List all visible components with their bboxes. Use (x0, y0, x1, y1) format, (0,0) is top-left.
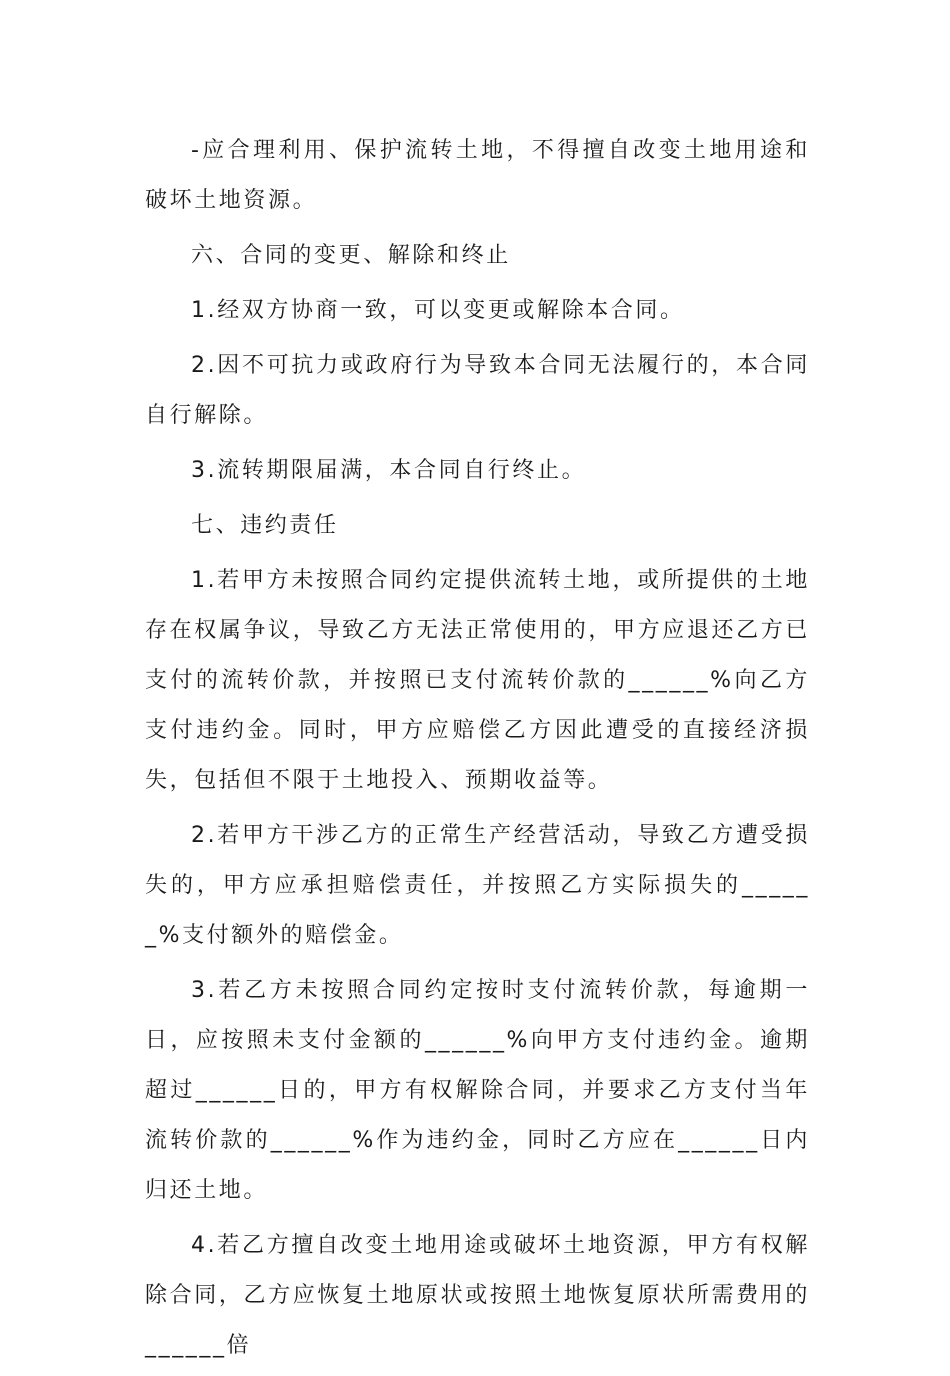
section-heading-contract-change: 六、合同的变更、解除和终止 (191, 243, 511, 268)
paragraph-liability-4: 4.若乙方擅自改变土地用途或破坏土地资源，甲方有权解除合同，乙方应恢复土地原状或按照土地恢复原状所需费用的______倍 (145, 1233, 810, 1358)
paragraph-change-2: 2.因不可抗力或政府行为导致本合同无法履行的，本合同自行解除。 (145, 353, 810, 428)
paragraph-change-3: 3.流转期限届满，本合同自行终止。 (191, 458, 587, 483)
paragraph-land-use-obligation: -应合理利用、保护流转土地，不得擅自改变土地用途和破坏土地资源。 (145, 138, 810, 213)
paragraph-liability-1: 1.若甲方未按照合同约定提供流转土地，或所提供的土地存在权属争议，导致乙方无法正常使用的，甲方应退还乙方已支付的流转价款，并按照已支付流转价款的______%向乙方支付违约金。同时，甲方应赔偿乙方因此遭受的直接经济损失，包括但不限于土地投入、预期收益等。 (145, 568, 810, 793)
paragraph-change-1: 1.经双方协商一致，可以变更或解除本合同。 (191, 298, 685, 323)
paragraph-liability-2: 2.若甲方干涉乙方的正常生产经营活动，导致乙方遭受损失的，甲方应承担赔偿责任，并按照乙方实际损失的______%支付额外的赔偿金。 (145, 823, 810, 948)
document-body (145, 126, 810, 1376)
section-heading-liability: 七、违约责任 (191, 513, 339, 538)
paragraph-liability-3: 3.若乙方未按照合同约定按时支付流转价款，每逾期一日，应按照未支付金额的______%向甲方支付违约金。逾期超过______日的，甲方有权解除合同，并要求乙方支付当年流转价款的______%作为违约金，同时乙方应在______日内归还土地。 (145, 978, 810, 1203)
